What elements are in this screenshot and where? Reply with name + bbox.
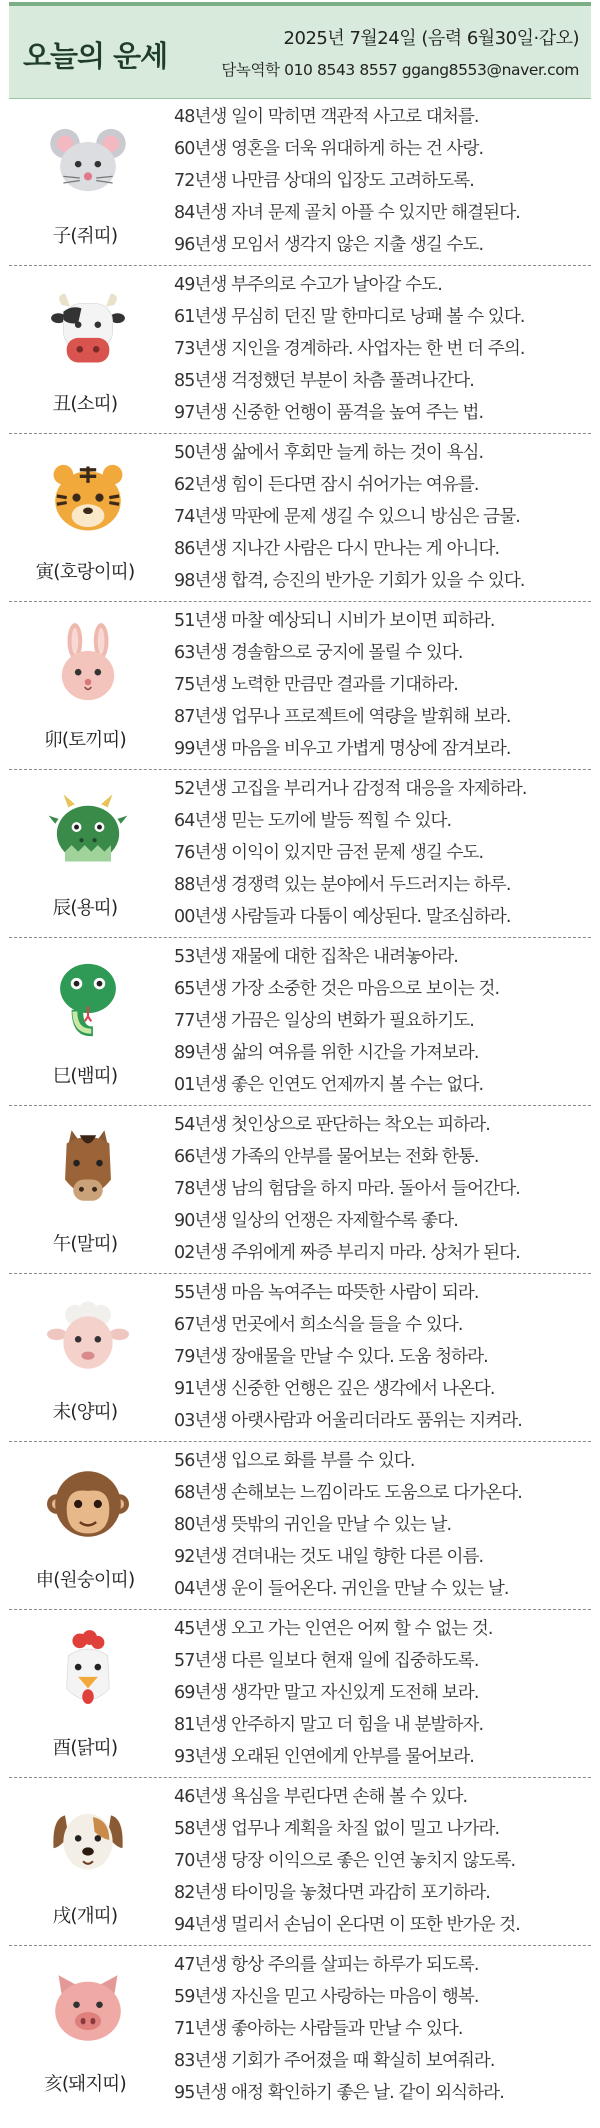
fortune-line: 78년생 남의 험담을 하지 마라. 돌아서 들어간다. <box>174 1179 520 1199</box>
rabbit-icon <box>47 618 129 710</box>
fortune-line: 93년생 오래된 인연에게 안부를 물어보라. <box>174 1747 474 1767</box>
fortune-line: 50년생 삶에서 후회만 늘게 하는 것이 욕심. <box>174 443 484 463</box>
contact-line: 담녹역학 010 8543 8557 ggang8553@naver.com <box>221 61 579 79</box>
fortune-line: 70년생 당장 이익으로 좋은 인연 놓치지 않도록. <box>174 1851 516 1871</box>
fortune-line: 89년생 삶의 여유를 위한 시간을 가져보라. <box>174 1043 479 1063</box>
fortune-line: 97년생 신중한 언행이 품격을 높여 주는 법. <box>174 403 484 423</box>
zodiac-name: 未(양띠) <box>52 1402 118 1423</box>
fortune-line: 86년생 지나간 사람은 다시 만나는 게 아니다. <box>174 539 500 559</box>
fortune-line: 90년생 일상의 언쟁은 자제할수록 좋다. <box>174 1211 458 1231</box>
ox-icon <box>47 282 129 374</box>
zodiac-row-sheep <box>9 1274 591 1442</box>
fortune-line: 46년생 욕심을 부린다면 손해 볼 수 있다. <box>174 1787 468 1807</box>
fortune-line: 77년생 가끔은 일상의 변화가 필요하기도. <box>174 1011 474 1031</box>
fortune-line: 56년생 입으로 화를 부를 수 있다. <box>174 1451 415 1471</box>
fortune-line: 51년생 마찰 예상되니 시비가 보이면 피하라. <box>174 611 495 631</box>
fortune-line: 65년생 가장 소중한 것은 마음으로 보이는 것. <box>174 979 500 999</box>
fortune-line: 49년생 부주의로 수고가 날아갈 수도. <box>174 275 442 295</box>
date-line: 2025년 7월24일 (음력 6월30일·갑오) <box>283 28 579 49</box>
fortune-line: 83년생 기회가 주어졌을 때 확실히 보여줘라. <box>174 2051 495 2071</box>
fortune-line: 01년생 좋은 인연도 언제까지 볼 수는 없다. <box>174 1075 484 1095</box>
zodiac-name: 亥(돼지띠) <box>44 2074 126 2095</box>
fortune-line: 63년생 경솔함으로 궁지에 몰릴 수 있다. <box>174 643 463 663</box>
rat-icon <box>47 114 129 206</box>
fortune-line: 94년생 멀리서 손님이 온다면 이 또한 반가운 것. <box>174 1915 520 1935</box>
zodiac-row-snake <box>9 938 591 1106</box>
fortune-line: 81년생 안주하지 말고 더 힘을 내 분발하자. <box>174 1715 484 1735</box>
fortune-line: 61년생 무심히 던진 말 한마디로 낭패 볼 수 있다. <box>174 307 525 327</box>
zodiac-row-horse <box>9 1106 591 1274</box>
zodiac-name: 戌(개띠) <box>52 1906 118 1927</box>
zodiac-row-dragon <box>9 770 591 938</box>
fortune-line: 98년생 합격, 승진의 반가운 기회가 있을 수 있다. <box>174 571 525 591</box>
zodiac-name: 辰(용띠) <box>52 898 118 919</box>
fortune-line: 92년생 견뎌내는 것도 내일 향한 다른 이름. <box>174 1547 484 1567</box>
zodiac-name: 丑(소띠) <box>52 394 118 415</box>
fortune-line: 04년생 운이 들어온다. 귀인을 만날 수 있는 날. <box>174 1579 509 1599</box>
fortune-line: 76년생 이익이 있지만 금전 문제 생길 수도. <box>174 843 484 863</box>
sheep-icon <box>47 1290 129 1382</box>
fortune-line: 84년생 자녀 문제 골치 아플 수 있지만 해결된다. <box>174 203 520 223</box>
fortune-line: 03년생 아랫사람과 어울리더라도 품위는 지켜라. <box>174 1411 522 1431</box>
zodiac-row-dog <box>9 1778 591 1946</box>
fortune-line: 82년생 타이밍을 놓쳤다면 과감히 포기하라. <box>174 1883 490 1903</box>
zodiac-row-pig <box>9 1946 591 2114</box>
zodiac-row-monkey <box>9 1442 591 1610</box>
fortune-line: 80년생 뜻밖의 귀인을 만날 수 있는 날. <box>174 1515 452 1535</box>
zodiac-name: 子(쥐띠) <box>52 226 118 247</box>
fortune-line: 52년생 고집을 부리거나 감정적 대응을 자제하라. <box>174 779 527 799</box>
zodiac-row-ox <box>9 266 591 434</box>
fortune-line: 67년생 먼곳에서 희소식을 들을 수 있다. <box>174 1315 463 1335</box>
header <box>9 2 591 99</box>
rooster-icon <box>47 1626 129 1718</box>
fortune-line: 58년생 업무나 계획을 차질 없이 밀고 나가라. <box>174 1819 500 1839</box>
fortune-line: 71년생 좋아하는 사람들과 만날 수 있다. <box>174 2019 463 2039</box>
pig-icon <box>47 1962 129 2054</box>
fortune-line: 74년생 막판에 문제 생길 수 있으니 방심은 금물. <box>174 507 520 527</box>
dragon-icon <box>47 786 129 878</box>
fortune-line: 87년생 업무나 프로젝트에 역량을 발휘해 보라. <box>174 707 511 727</box>
fortune-line: 47년생 항상 주의를 살피는 하루가 되도록. <box>174 1955 479 1975</box>
fortune-line: 62년생 힘이 든다면 잠시 쉬어가는 여유를. <box>174 475 479 495</box>
fortune-line: 66년생 가족의 안부를 물어보는 전화 한통. <box>174 1147 479 1167</box>
horse-icon <box>47 1122 129 1214</box>
zodiac-name: 午(말띠) <box>52 1234 118 1255</box>
fortune-line: 53년생 재물에 대한 집착은 내려놓아라. <box>174 947 458 967</box>
fortune-line: 91년생 신중한 언행은 깊은 생각에서 나온다. <box>174 1379 495 1399</box>
fortune-line: 55년생 마음 녹여주는 따뜻한 사람이 되라. <box>174 1283 479 1303</box>
fortune-line: 02년생 주위에게 짜증 부리지 마라. 상처가 된다. <box>174 1243 520 1263</box>
fortune-line: 88년생 경쟁력 있는 분야에서 두드러지는 하루. <box>174 875 511 895</box>
fortune-page <box>0 2 600 2128</box>
fortune-line: 99년생 마음을 비우고 가볍게 명상에 잠겨보라. <box>174 739 511 759</box>
fortune-line: 60년생 영혼을 더욱 위대하게 하는 건 사랑. <box>174 139 484 159</box>
tiger-icon <box>47 450 129 542</box>
zodiac-row-rat <box>9 98 591 266</box>
fortune-line: 79년생 장애물을 만날 수 있다. 도움 청하라. <box>174 1347 488 1367</box>
fortune-line: 68년생 손해보는 느낌이라도 도움으로 다가온다. <box>174 1483 522 1503</box>
monkey-icon <box>47 1458 129 1550</box>
fortune-line: 69년생 생각만 말고 자신있게 도전해 보라. <box>174 1683 479 1703</box>
fortune-line: 00년생 사람들과 다툼이 예상된다. 말조심하라. <box>174 907 511 927</box>
fortune-line: 54년생 첫인상으로 판단하는 착오는 피하라. <box>174 1115 490 1135</box>
fortune-line: 57년생 다른 일보다 현재 일에 집중하도록. <box>174 1651 479 1671</box>
zodiac-name: 寅(호랑이띠) <box>35 562 135 583</box>
fortune-line: 75년생 노력한 만큼만 결과를 기대하라. <box>174 675 458 695</box>
zodiac-list <box>9 98 591 2114</box>
zodiac-name: 申(원숭이띠) <box>35 1570 135 1591</box>
zodiac-row-tiger <box>9 434 591 602</box>
fortune-line: 85년생 걱정했던 부분이 차츰 풀려나간다. <box>174 371 474 391</box>
fortune-line: 95년생 애정 확인하기 좋은 날. 같이 외식하라. <box>174 2083 504 2103</box>
fortune-line: 73년생 지인을 경계하라. 사업자는 한 번 더 주의. <box>174 339 525 359</box>
fortune-line: 72년생 나만큼 상대의 입장도 고려하도록. <box>174 171 474 191</box>
fortune-line: 48년생 일이 막히면 객관적 사고로 대처를. <box>174 107 479 127</box>
snake-icon <box>47 954 129 1046</box>
dog-icon <box>47 1794 129 1886</box>
zodiac-row-rabbit <box>9 602 591 770</box>
fortune-line: 64년생 믿는 도끼에 발등 찍힐 수 있다. <box>174 811 452 831</box>
fortune-line: 45년생 오고 가는 인연은 어찌 할 수 없는 것. <box>174 1619 493 1639</box>
zodiac-row-rooster <box>9 1610 591 1778</box>
page-title: 오늘의 운세 <box>23 39 168 73</box>
zodiac-name: 巳(뱀띠) <box>52 1066 118 1087</box>
fortune-line: 59년생 자신을 믿고 사랑하는 마음이 행복. <box>174 1987 479 2007</box>
zodiac-name: 卯(토끼띠) <box>44 730 126 751</box>
zodiac-name: 酉(닭띠) <box>52 1738 118 1759</box>
fortune-line: 96년생 모임서 생각지 않은 지출 생길 수도. <box>174 235 484 255</box>
